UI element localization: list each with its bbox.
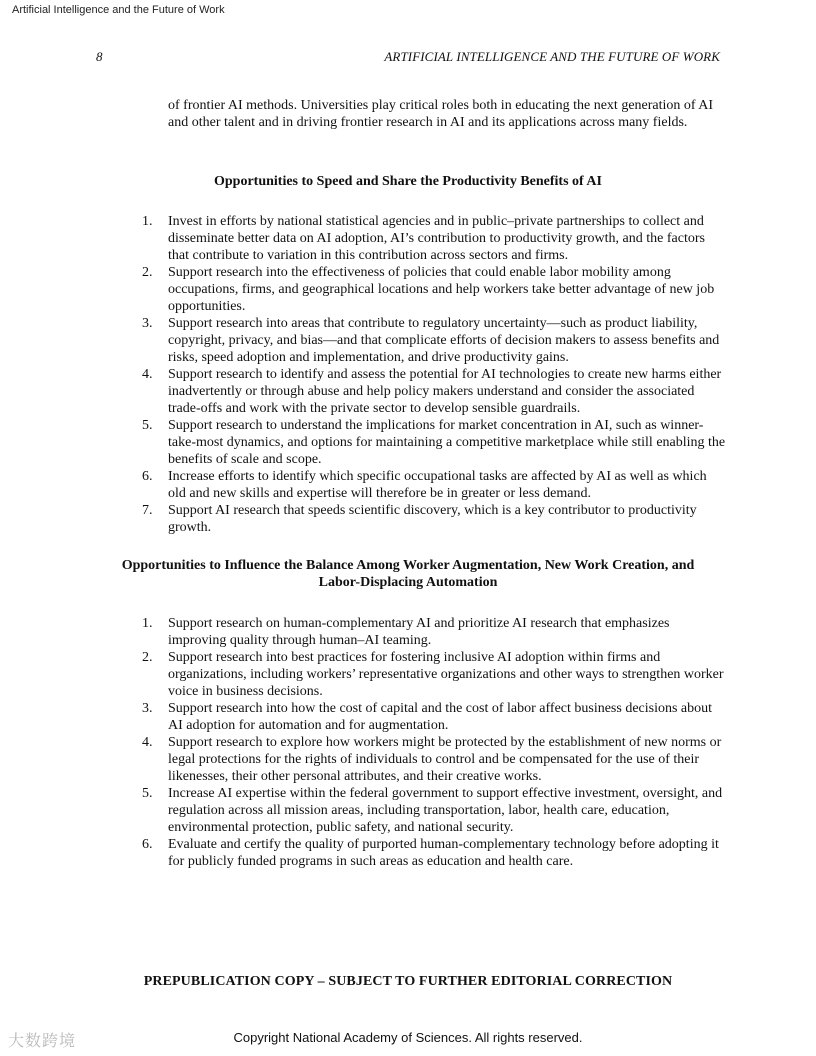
- page-number: 8: [96, 49, 103, 64]
- section1-heading: Opportunities to Speed and Share the Productivity Benefits of AI: [213, 174, 602, 189]
- watermark: 大数跨境: [8, 1033, 77, 1050]
- list-number: 1.: [142, 616, 153, 631]
- list-number: 2.: [142, 650, 153, 665]
- list-item: [0, 366, 728, 417]
- list-item: [0, 417, 728, 468]
- list-number: 3.: [142, 701, 153, 716]
- copyright-notice: Copyright National Academy of Sciences. All rights reserved.: [233, 1030, 583, 1045]
- list-text: Increase AI expertise within the federal government to support effective investment, oversight, and regulation across all mission areas, including transportation, labor, health care, education, environmental protection, public safety, and national security.: [168, 786, 723, 835]
- list-item: [0, 649, 728, 700]
- list-text: Support research to explore how workers might be protected by the establishment of new norms or legal protections for the rights of individuals to control and be compensated for the use of their likenesses, their other personal attributes, and their creative works.: [168, 735, 722, 784]
- list-number: 5.: [142, 786, 153, 801]
- list-text: Support research into areas that contribute to regulatory uncertainty—such as product liability, copyright, privacy, and bias—and that complicate efforts of decision makers to assess benefits and risks, speed adoption and implementation, and drive productivity gains.: [168, 316, 720, 365]
- list-item: [0, 264, 728, 315]
- list-item: [0, 700, 728, 734]
- section2-heading-line2: Labor-Displacing Automation: [318, 575, 498, 590]
- list-item: [0, 615, 728, 649]
- list-text: Support research into best practices for fostering inclusive AI adoption within firms and organizations, including workers’ representative organizations and other ways to strengthen worker voice in business decisions.: [168, 650, 724, 699]
- browser-title: Artificial Intelligence and the Future of Work: [12, 4, 225, 16]
- list-item: [0, 315, 728, 366]
- section1-list: [0, 213, 728, 536]
- list-item: [0, 468, 728, 502]
- prepublication-notice: PREPUBLICATION COPY – SUBJECT TO FURTHER EDITORIAL CORRECTION: [143, 974, 673, 989]
- list-text: Support research to identify and assess the potential for AI technologies to create new harms either inadvertently or through abuse and help policy makers understand and consider the associated trade-offs and work with the private sector to develop sensible guardrails.: [168, 367, 722, 416]
- list-item: [0, 734, 728, 785]
- list-text: Increase efforts to identify which specific occupational tasks are affected by AI as well as which old and new skills and expertise will therefore be in greater or less demand.: [168, 469, 707, 501]
- list-number: 4.: [142, 367, 153, 382]
- list-item: [0, 836, 728, 870]
- section2-heading: [100, 557, 716, 591]
- list-item: [0, 213, 728, 264]
- list-text: Invest in efforts by national statistical agencies and in public–private partnerships to collect and disseminate better data on AI adoption, AI’s contribution to productivity growth, and the factors that contribute to variation in this contribution across sectors and firms.: [168, 214, 705, 263]
- list-item: [0, 502, 728, 536]
- list-number: 6.: [142, 469, 153, 484]
- list-text: Support AI research that speeds scientific discovery, which is a key contributor to productivity growth.: [168, 503, 697, 535]
- list-number: 2.: [142, 265, 153, 280]
- list-text: Support research into how the cost of capital and the cost of labor affect business decisions about AI adoption for automation and for augmentation.: [168, 701, 713, 733]
- list-text: Support research to understand the implications for market concentration in AI, such as winner-take-most dynamics, and options for maintaining a competitive marketplace while still enabling the benefits of scale and scope.: [168, 418, 726, 467]
- list-number: 3.: [142, 316, 153, 331]
- list-number: 7.: [142, 503, 153, 518]
- section2-list: [0, 615, 728, 870]
- list-number: 4.: [142, 735, 153, 750]
- list-text: Support research into the effectiveness of policies that could enable labor mobility among occupations, firms, and geographical locations and help workers take better advantage of new job opportunities.: [168, 265, 715, 314]
- list-number: 5.: [142, 418, 153, 433]
- intro-paragraph: of frontier AI methods. Universities play critical roles both in educating the next generation of AI and other talent and in driving frontier research in AI and its applications across many fields.: [168, 98, 714, 130]
- running-head: ARTIFICIAL INTELLIGENCE AND THE FUTURE OF WORK: [384, 49, 720, 64]
- list-item: [0, 785, 728, 836]
- list-text: Support research on human-complementary AI and prioritize AI research that emphasizes improving quality through human–AI teaming.: [168, 616, 670, 648]
- section2-heading-line1: Opportunities to Influence the Balance Among Worker Augmentation, New Work Creation, and: [121, 558, 695, 573]
- list-number: 1.: [142, 214, 153, 229]
- list-text: Evaluate and certify the quality of purported human-complementary technology before adopting it for publicly funded programs in such areas as education and health care.: [168, 837, 719, 869]
- list-number: 6.: [142, 837, 153, 852]
